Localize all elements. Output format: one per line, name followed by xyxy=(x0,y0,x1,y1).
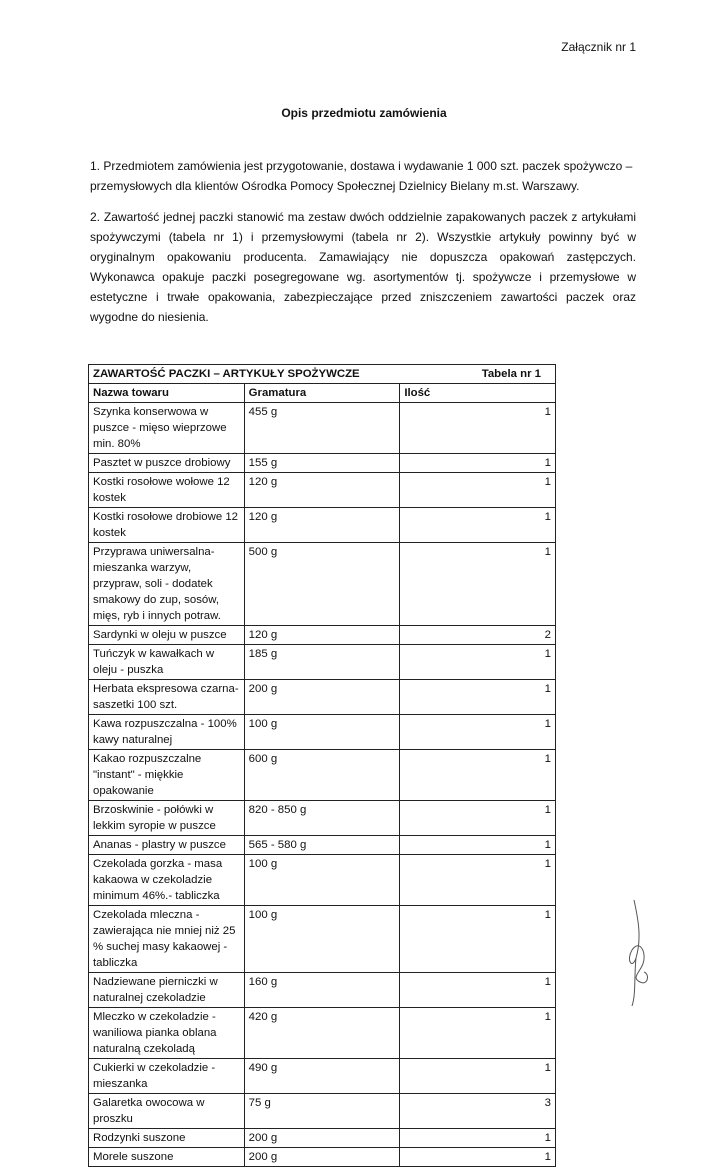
item-name: Ananas - plastry w puszce xyxy=(89,836,245,855)
item-qty: 1 xyxy=(400,454,556,473)
item-gram: 200 g xyxy=(244,1148,400,1167)
table-number-label: Tabela nr 1 xyxy=(481,368,541,380)
item-name: Czekolada gorzka - masa kakaowa w czekoladzie minimum 46%.- tabliczka xyxy=(89,855,245,906)
table-row xyxy=(89,626,556,645)
table-row xyxy=(89,680,556,715)
item-gram: 455 g xyxy=(244,403,400,454)
item-gram: 75 g xyxy=(244,1094,400,1129)
item-gram: 120 g xyxy=(244,473,400,508)
header-name: Nazwa towaru xyxy=(89,384,245,403)
item-gram: 160 g xyxy=(244,973,400,1008)
table-row xyxy=(89,473,556,508)
document-title: Opis przedmiotu zamówienia xyxy=(281,106,447,120)
item-name: Mleczko w czekoladzie - waniliowa pianka oblana naturalną czekoladą xyxy=(89,1008,245,1059)
item-gram: 820 - 850 g xyxy=(244,801,400,836)
item-qty: 1 xyxy=(400,508,556,543)
item-qty: 1 xyxy=(400,473,556,508)
table-row xyxy=(89,1094,556,1129)
table-header-row xyxy=(89,384,556,403)
item-qty: 1 xyxy=(400,836,556,855)
item-qty: 1 xyxy=(400,543,556,626)
item-qty: 1 xyxy=(400,1129,556,1148)
item-gram: 565 - 580 g xyxy=(244,836,400,855)
item-name: Galaretka owocowa w proszku xyxy=(89,1094,245,1129)
item-name: Kostki rosołowe wołowe 12 kostek xyxy=(89,473,245,508)
signature-mark xyxy=(612,898,660,1008)
header-gram: Gramatura xyxy=(244,384,400,403)
table-row xyxy=(89,454,556,473)
item-name: Morele suszone xyxy=(89,1148,245,1167)
header-qty: Ilość xyxy=(400,384,556,403)
item-name: Szynka konserwowa w puszce - mięso wieprzowe min. 80% xyxy=(89,403,245,454)
item-gram: 600 g xyxy=(244,750,400,801)
item-qty: 3 xyxy=(400,1094,556,1129)
table-row xyxy=(89,543,556,626)
table-row xyxy=(89,836,556,855)
table-row xyxy=(89,973,556,1008)
item-qty: 1 xyxy=(400,973,556,1008)
item-name: Kostki rosołowe drobiowe 12 kostek xyxy=(89,508,245,543)
table-row xyxy=(89,855,556,906)
item-name: Herbata ekspresowa czarna- saszetki 100 szt. xyxy=(89,680,245,715)
item-qty: 1 xyxy=(400,801,556,836)
table-row xyxy=(89,906,556,973)
item-gram: 200 g xyxy=(244,1129,400,1148)
item-qty: 1 xyxy=(400,715,556,750)
table-row xyxy=(89,715,556,750)
item-qty: 1 xyxy=(400,906,556,973)
table-row xyxy=(89,1148,556,1167)
table-row xyxy=(89,645,556,680)
item-qty: 2 xyxy=(400,626,556,645)
paragraph-1: 1. Przedmiotem zamówienia jest przygotowanie, dostawa i wydawanie 1 000 szt. paczek spożywczo – przemysłowych dla klientów Ośrodka Pomocy Społecznej Dzielnicy Bielany m.st. Warszawy. xyxy=(90,159,633,193)
item-gram: 120 g xyxy=(244,626,400,645)
item-name: Przyprawa uniwersalna- mieszanka warzyw, przypraw, soli - dodatek smakowy do zup, sosów, mięs, ryb i innych potraw. xyxy=(89,543,245,626)
item-gram: 100 g xyxy=(244,855,400,906)
item-qty: 1 xyxy=(400,645,556,680)
item-gram: 490 g xyxy=(244,1059,400,1094)
item-qty: 1 xyxy=(400,855,556,906)
item-name: Rodzynki suszone xyxy=(89,1129,245,1148)
item-name: Tuńczyk w kawałkach w oleju - puszka xyxy=(89,645,245,680)
item-name: Kakao rozpuszczalne "instant" - miękkie opakowanie xyxy=(89,750,245,801)
item-name: Nadziewane pierniczki w naturalnej czekoladzie xyxy=(89,973,245,1008)
table-row xyxy=(89,403,556,454)
table-row xyxy=(89,801,556,836)
item-name: Brzoskwinie - połówki w lekkim syropie w puszce xyxy=(89,801,245,836)
item-qty: 1 xyxy=(400,1059,556,1094)
table-row xyxy=(89,750,556,801)
table-caption-title: ZAWARTOŚĆ PACZKI – ARTYKUŁY SPOŻYWCZE xyxy=(93,368,360,380)
item-qty: 1 xyxy=(400,680,556,715)
item-name: Czekolada mleczna - zawierająca nie mniej niż 25 % suchej masy kakaowej - tabliczka xyxy=(89,906,245,973)
item-gram: 200 g xyxy=(244,680,400,715)
table-row xyxy=(89,1059,556,1094)
item-gram: 420 g xyxy=(244,1008,400,1059)
item-qty: 1 xyxy=(400,750,556,801)
item-name: Kawa rozpuszczalna - 100% kawy naturalnej xyxy=(89,715,245,750)
food-items-table xyxy=(88,364,556,1167)
table-caption-row xyxy=(89,365,556,384)
item-qty: 1 xyxy=(400,1148,556,1167)
paragraph-2: 2. Zawartość jednej paczki stanowić ma zestaw dwóch oddzielnie zapakowanych paczek z artykułami spożywczymi (tabela nr 1) i przemysłowymi (tabela nr 2). Wszystkie artykuły powinny być w oryginalnym opakowaniu producenta. Zamawiający nie dopuszcza opakowań zastępczych. Wykonawca opakuje paczki posegregowane wg. asortymentów tj. spożywcze i przemysłowe w estetyczne i trwałe opakowania, zabezpieczające przed zniszczeniem zawartości paczek oraz wygodne do niesienia. xyxy=(90,210,636,324)
attachment-label: Załącznik nr 1 xyxy=(561,40,636,54)
item-gram: 500 g xyxy=(244,543,400,626)
table-caption xyxy=(89,365,556,384)
item-gram: 120 g xyxy=(244,508,400,543)
table-row xyxy=(89,508,556,543)
item-gram: 185 g xyxy=(244,645,400,680)
item-gram: 100 g xyxy=(244,906,400,973)
item-name: Sardynki w oleju w puszce xyxy=(89,626,245,645)
item-gram: 155 g xyxy=(244,454,400,473)
item-name: Pasztet w puszce drobiowy xyxy=(89,454,245,473)
item-qty: 1 xyxy=(400,1008,556,1059)
table-row xyxy=(89,1129,556,1148)
item-gram: 100 g xyxy=(244,715,400,750)
table-row xyxy=(89,1008,556,1059)
item-name: Cukierki w czekoladzie - mieszanka xyxy=(89,1059,245,1094)
item-qty: 1 xyxy=(400,403,556,454)
